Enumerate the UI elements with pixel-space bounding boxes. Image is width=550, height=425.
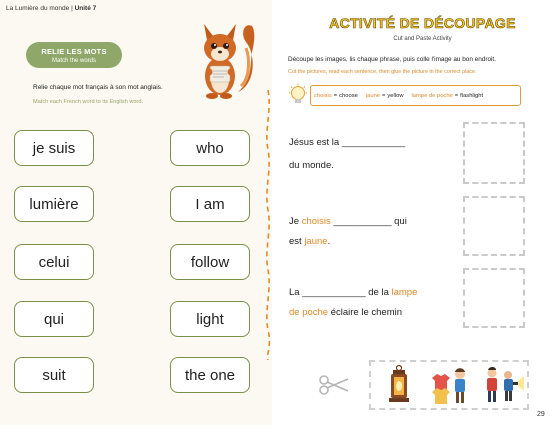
unit-label: Unité 7	[74, 5, 97, 12]
vocab-french: jaune	[365, 92, 381, 99]
vocab-french: choisis	[314, 92, 332, 99]
vocab-equals: =	[333, 92, 338, 99]
english-word-card[interactable]: follow	[170, 244, 250, 280]
vocab-english: yellow	[387, 92, 404, 99]
lightbulb-icon	[287, 83, 309, 107]
section-pill	[26, 42, 122, 68]
vocab-french: lampe de poche	[411, 92, 453, 99]
english-word-card[interactable]: the one	[170, 357, 250, 393]
french-word-card[interactable]: lumière	[14, 186, 94, 222]
english-word-card[interactable]: who	[170, 130, 250, 166]
vocab-equals: =	[382, 92, 386, 99]
sentence-text: .	[327, 236, 331, 247]
cut-instruction: Découpe les images, lis chaque phrase, puis colle l'image au bon endroit.	[288, 56, 496, 63]
sentence-text: La ____________ de la	[289, 287, 392, 298]
pill-title: RELIE LES MOTS	[41, 47, 107, 56]
french-word-card[interactable]: suit	[14, 357, 94, 393]
pill-subtitle: Match the words	[51, 58, 97, 64]
sentence-text: est	[289, 236, 305, 247]
vocabulary-box	[310, 85, 521, 106]
sentence-text: ___________ qui	[330, 216, 407, 227]
lantern-picture[interactable]	[376, 364, 422, 406]
highlight-word: jaune	[304, 236, 328, 247]
french-word-card[interactable]: celui	[14, 244, 94, 280]
header-separator: |	[71, 5, 73, 12]
match-instruction: Relie chaque mot français à son mot anglais.	[33, 84, 163, 91]
page-number: 29	[537, 411, 545, 418]
french-word-card[interactable]: je suis	[14, 130, 94, 166]
sentence-3-line-1	[289, 287, 417, 298]
paste-box[interactable]	[463, 196, 525, 256]
activity-title: ACTIVITÉ DE DÉCOUPAGE	[329, 15, 516, 31]
vocab-equals: =	[454, 92, 459, 99]
left-page	[0, 0, 272, 425]
scissors-icon	[318, 374, 350, 396]
sentence-text: éclaire le chemin	[328, 307, 403, 318]
english-word-card[interactable]: light	[170, 301, 250, 337]
sentence-3-line-2	[289, 307, 402, 318]
paste-box[interactable]	[463, 122, 525, 184]
squirrel-illustration	[194, 14, 256, 104]
book-title: La Lumière du monde	[6, 5, 70, 12]
activity-subtitle: Cut and Paste Activity	[393, 36, 452, 42]
highlight-word: choisis	[301, 216, 331, 227]
paste-box[interactable]	[463, 268, 525, 328]
page-header	[6, 5, 96, 12]
people-with-flashlight-picture[interactable]	[478, 364, 524, 406]
sentence-2-line-1	[289, 216, 407, 227]
highlight-word: lampe	[391, 287, 418, 298]
french-word-card[interactable]: qui	[14, 301, 94, 337]
highlight-word: de poche	[289, 307, 329, 318]
sentence-1-line-1: Jésus est la ____________	[289, 137, 406, 148]
match-instruction-english: Match each French word to its English word.	[33, 99, 144, 105]
boy-choosing-shirts-picture[interactable]	[428, 364, 474, 406]
sentence-1-line-2: du monde.	[289, 160, 334, 171]
sentence-text: Je	[289, 216, 302, 227]
sentence-2-line-2	[289, 236, 330, 247]
cut-instruction-english: Cut the pictures, read each sentence, then glue the picture in the correct place.	[288, 69, 477, 75]
english-word-card[interactable]: I am	[170, 186, 250, 222]
vocab-english: choose	[339, 92, 358, 99]
vocab-english: flashlight	[460, 92, 484, 99]
